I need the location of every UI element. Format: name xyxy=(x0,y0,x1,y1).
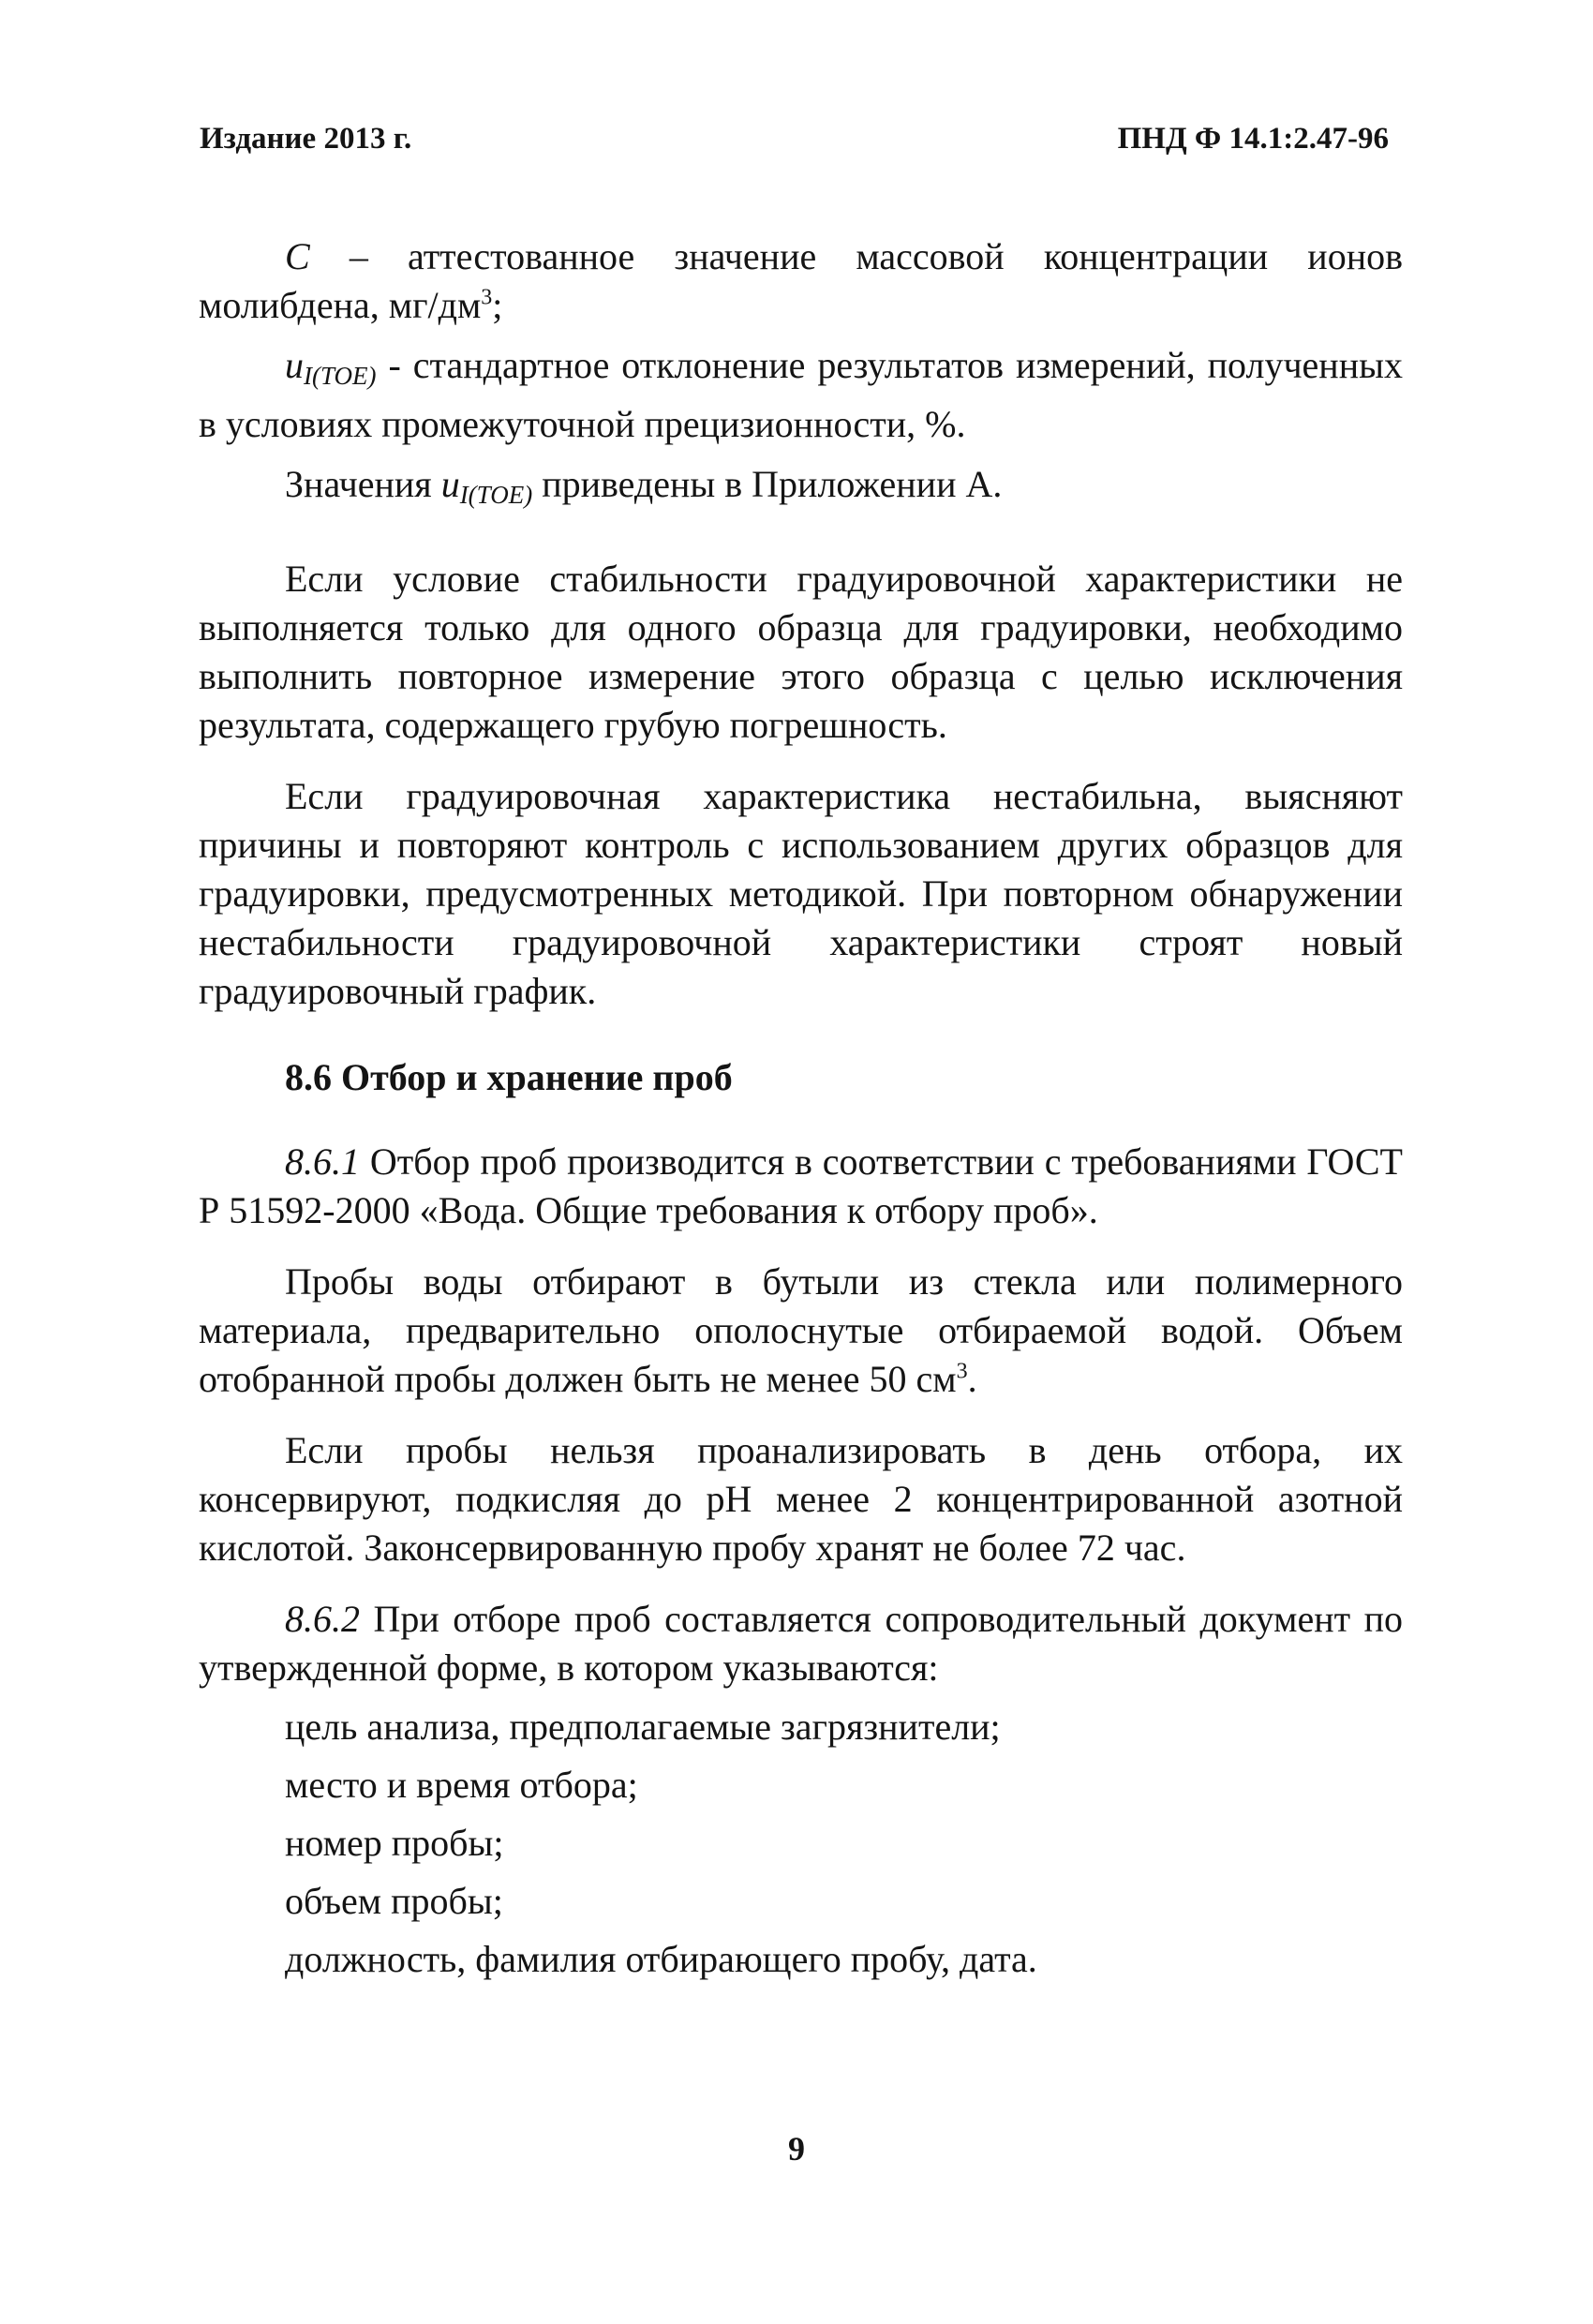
sample-bottles-sup: 3 xyxy=(956,1359,968,1384)
document-body xyxy=(199,232,1403,1989)
symbol-u-sub: I(TOE) xyxy=(304,362,377,390)
document-items-list xyxy=(199,1698,1403,1989)
list-item: объем пробы; xyxy=(285,1880,503,1922)
list-item: должность, фамилия отбирающего пробу, дата. xyxy=(285,1938,1037,1980)
values-prefix: Значения xyxy=(285,463,441,505)
values-suffix: приведены в Приложении А. xyxy=(532,463,1003,505)
paragraph-stability: Если условие стабильности градуировочной характеристики не выполняется только для одного образца для градуировки, необходимо выполнить повторное измерение этого образца с целью исключения результата, содержащего грубую погрешность. xyxy=(199,558,1403,746)
page-number: 9 xyxy=(788,2130,805,2168)
sample-bottles-text: Пробы воды отбирают в бутыли из стекла или полимерного материала, предварительно ополоснутые отбираемой водой. Объем отобранной пробы должен быть не менее 50 см xyxy=(199,1260,1403,1400)
section-8-6-2-text: При отборе проб составляется сопроводительный документ по утвержденной форме, в котором указываются: xyxy=(199,1598,1403,1689)
paragraph-unstable: Если градуировочная характеристика нестабильна, выясняют причины и повторяют контроль с использованием других образцов для градуировки, предусмотренных методикой. При повторном обнаружении нестабильности градуировочной характеристики строят новый градуировочный график. xyxy=(199,775,1403,1012)
list-item: место и время отбора; xyxy=(285,1764,638,1806)
values-symbol-sub: I(TOE) xyxy=(459,481,533,509)
sample-bottles-end: . xyxy=(967,1358,977,1400)
symbol-c: C xyxy=(285,235,310,277)
definition-c xyxy=(199,232,1403,330)
definition-c-sup: 3 xyxy=(481,285,493,310)
definition-u-text: - стандартное отклонение результатов измерений, полученных в условиях промежуточной прецизионности, %. xyxy=(199,344,1403,445)
values-symbol: u xyxy=(440,463,460,505)
document-code: ПНД Ф 14.1:2.47-96 xyxy=(1117,122,1389,156)
section-8-6-1-text: Отбор проб производится в соответствии с требованиями ГОСТ Р 51592-2000 «Вода. Общие требования к отбору проб». xyxy=(199,1140,1403,1231)
definition-c-end: ; xyxy=(492,284,503,326)
values-reference xyxy=(199,460,1403,519)
paragraph-sample-bottles xyxy=(199,1258,1403,1404)
section-8-6-2-number: 8.6.2 xyxy=(285,1598,360,1640)
edition-label: Издание 2013 г. xyxy=(200,122,412,156)
section-8-6-1 xyxy=(199,1138,1403,1235)
symbol-u: u xyxy=(285,344,304,386)
definition-u xyxy=(199,341,1403,449)
list-item: цель анализа, предполагаемые загрязнители; xyxy=(285,1706,1001,1748)
list-item: номер пробы; xyxy=(285,1822,504,1864)
section-8-6-2 xyxy=(199,1595,1403,1692)
paragraph-preservation: Если пробы нельзя проанализировать в день отбора, их консервируют, подкисляя до рН менее 2 концентрированной азотной кислотой. Законсервированную пробу хранят не более 72 час. xyxy=(199,1429,1403,1569)
section-title: 8.6 Отбор и хранение проб xyxy=(285,1056,733,1098)
definition-c-text: – аттестованное значение массовой концентрации ионов молибдена, мг/дм xyxy=(199,235,1403,326)
section-8-6-1-number: 8.6.1 xyxy=(285,1140,360,1183)
